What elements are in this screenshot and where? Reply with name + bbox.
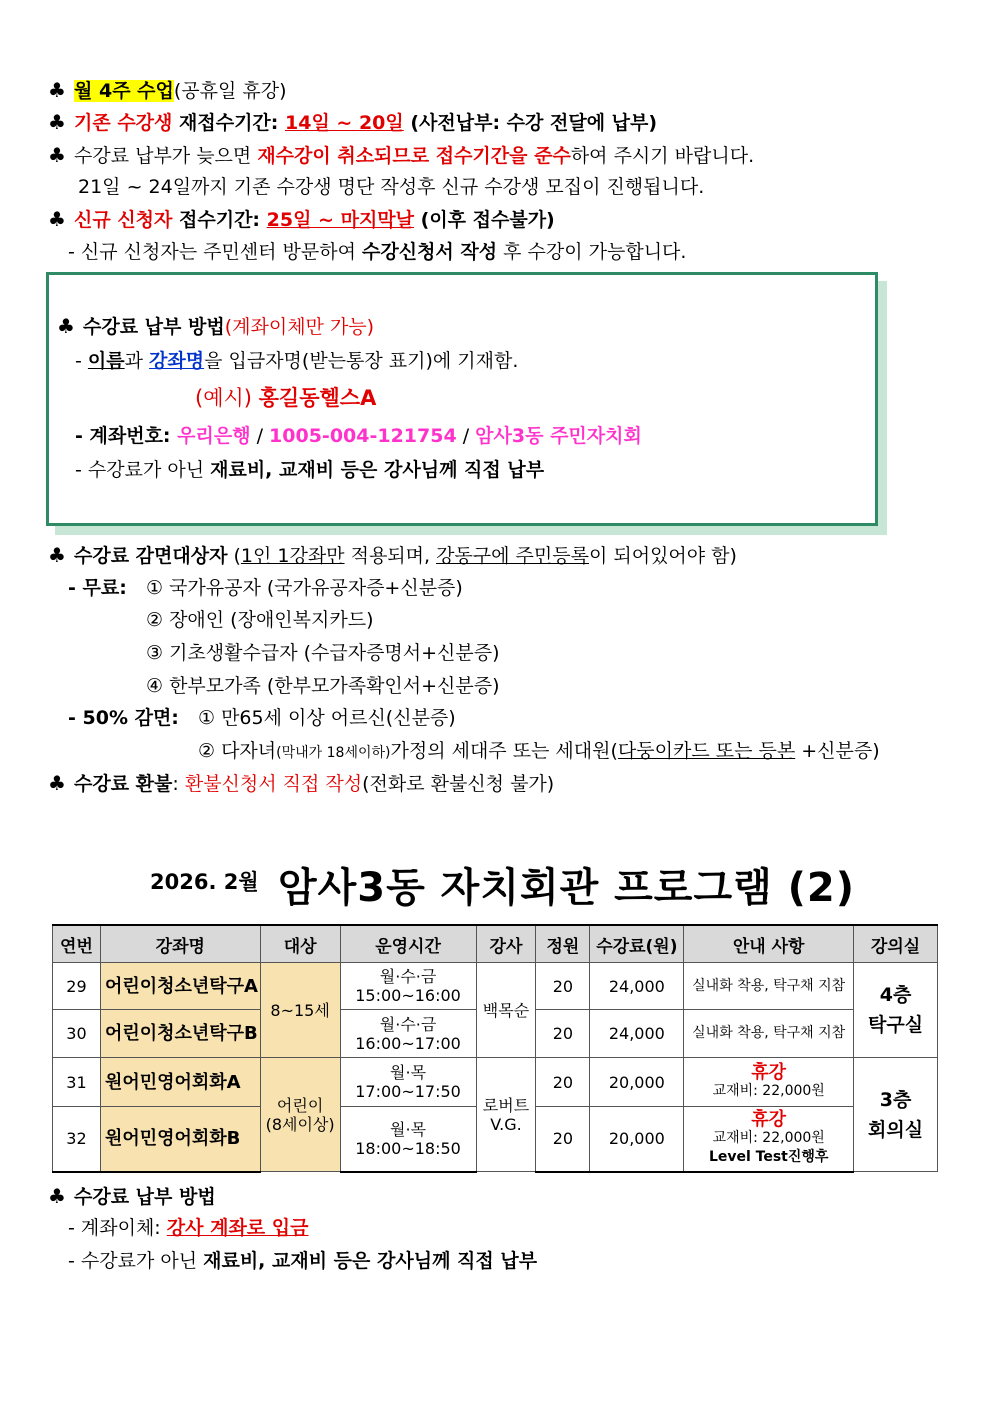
- schedule: [340, 1058, 476, 1107]
- col-capacity: 정원: [536, 925, 590, 963]
- course-name: 원어민영어회화B: [100, 1107, 260, 1172]
- discount-title: [48, 542, 737, 569]
- note: [684, 1058, 854, 1107]
- example-value: 홍길동헬스A: [258, 386, 377, 410]
- room: 3층 회의실: [854, 1058, 938, 1172]
- fee: 24,000: [590, 1010, 684, 1058]
- payment-method-title: 수강료 납부 방법: [83, 316, 225, 338]
- capacity: 20: [536, 1010, 590, 1058]
- box-example: [195, 385, 376, 411]
- days: 월·수·금: [379, 967, 437, 986]
- cancel-warning: 재수강이 취소되므로 접수기간을 준수: [257, 145, 571, 167]
- reregister-period: 14일 ~ 20일: [285, 112, 404, 134]
- row-no: 32: [53, 1107, 101, 1172]
- bottom-title: [48, 1183, 216, 1210]
- no-later-note: (이후 접수불가): [414, 209, 555, 231]
- free-item: ① 국가유공자 (국가유공자증+신분증): [146, 577, 463, 599]
- depositor-text: 을 입금자명(받는통장 표기)에 기재함.: [204, 350, 519, 372]
- capacity: 20: [536, 963, 590, 1010]
- room: 4층 탁구실: [854, 963, 938, 1058]
- note: 실내화 착용, 탁구채 지참: [684, 963, 854, 1010]
- transfer-label: - 계좌이체:: [68, 1217, 167, 1239]
- schedule: [340, 1107, 476, 1172]
- materials-pay-direct: 재료비, 교재비 등은 강사님께 직접 납부: [203, 1250, 538, 1272]
- free-label: - 무료:: [68, 577, 127, 599]
- visit-text-end: 후 수강이 가능합니다.: [497, 241, 687, 263]
- materials-text: - 수강료가 아닌: [68, 1250, 204, 1272]
- col-room: 강의실: [854, 925, 938, 963]
- box-account: [75, 423, 642, 449]
- program-table: [52, 924, 938, 1173]
- half-row-1: [68, 705, 456, 731]
- time: 17:00~17:50: [355, 1082, 461, 1101]
- payment-method-box: [46, 272, 878, 526]
- notice-line-3: [48, 142, 754, 169]
- note: 실내화 착용, 탁구채 지참: [684, 1010, 854, 1058]
- club-icon: ♣: [48, 143, 66, 167]
- schedule: [340, 963, 476, 1010]
- bank-name: 우리은행: [177, 425, 251, 447]
- residency-req: 강동구에 주민등록: [436, 545, 589, 567]
- teacher: 로버트 V.G.: [476, 1058, 536, 1172]
- time: 18:00~18:50: [355, 1138, 461, 1158]
- box-row-name: - 이름과 강좌명을 입금자명(받는통장 표기)에 기재함.: [75, 350, 519, 372]
- free-item: ② 장애인 (장애인복지카드): [146, 609, 374, 631]
- row-no: 31: [53, 1058, 101, 1107]
- free-row-1: [68, 575, 463, 601]
- level-test: Level Test진행후: [708, 1149, 829, 1166]
- days: 월·목: [390, 1063, 427, 1082]
- conj: 과: [124, 350, 150, 372]
- name-word: 이름: [87, 350, 125, 372]
- refund-label: 수강료 환불: [74, 773, 173, 795]
- half-item-2: [198, 738, 880, 766]
- club-icon: ♣: [48, 78, 66, 102]
- fee: 20,000: [590, 1107, 684, 1172]
- book-fee: 교재비: 22,000원: [712, 1083, 825, 1099]
- time: 15:00~16:00: [355, 986, 461, 1005]
- col-target: 대상: [260, 925, 340, 963]
- bottom-row-transfer: [68, 1215, 308, 1241]
- notice-line-1: [48, 77, 287, 104]
- free-item: ③ 기초생활수급자 (수급자증명서+신분증): [146, 642, 500, 664]
- capacity: 20: [536, 1107, 590, 1172]
- table-row: [53, 1058, 938, 1107]
- club-icon: ♣: [48, 110, 66, 134]
- separator: /: [250, 425, 270, 447]
- prepay-note: (사전납부: 수강 전달에 납부): [403, 112, 658, 134]
- table-row: [53, 963, 938, 1010]
- new-period: 25일 ~ 마지막날: [266, 209, 415, 231]
- time: 16:00~17:00: [355, 1033, 461, 1053]
- capacity: 20: [536, 1058, 590, 1107]
- course-name: 어린이청소년탁구B: [100, 1010, 260, 1058]
- note: [684, 1107, 854, 1172]
- bottom-payment-title: 수강료 납부 방법: [74, 1186, 216, 1208]
- table-header: [53, 925, 938, 963]
- col-note: 안내 사항: [684, 925, 854, 963]
- notice-line-4: 21일 ~ 24일까지 기존 수강생 명단 작성후 신규 수강생 모집이 진행됩니다.: [78, 176, 705, 198]
- youngest-age: (막내가 18세이하): [276, 745, 391, 761]
- club-icon: ♣: [48, 1184, 66, 1208]
- account-holder: 암사3동 주민자치회: [475, 425, 642, 447]
- materials-pay-direct: 재료비, 교재비 등은 강사님께 직접 납부: [210, 459, 545, 481]
- notice-line-2: [48, 109, 657, 136]
- col-no: 연번: [53, 925, 101, 963]
- holiday-note: (공휴일 휴강): [173, 80, 287, 102]
- account-label: - 계좌번호:: [75, 425, 178, 447]
- days: 월·목: [390, 1119, 427, 1139]
- example-label: (예시): [195, 386, 259, 410]
- existing-students: 기존 수강생: [74, 112, 173, 134]
- club-icon: ♣: [48, 771, 66, 795]
- half-item: ① 만65세 이상 어르신(신분증): [198, 707, 456, 729]
- new-period-label: 접수기간:: [172, 209, 267, 231]
- account-number: 1005-004-121754: [269, 425, 457, 447]
- separator: /: [456, 425, 476, 447]
- request-text: 하여 주시기 바랍니다.: [570, 145, 755, 167]
- notice-line-5: [48, 206, 555, 233]
- target-age: 8~15세: [260, 963, 340, 1058]
- notice-line-6: [68, 239, 686, 265]
- club-icon: ♣: [48, 543, 66, 567]
- row-no: 30: [53, 1010, 101, 1058]
- book-fee: 교재비: 22,000원: [712, 1130, 825, 1147]
- paren: (: [227, 545, 241, 567]
- fee: 24,000: [590, 963, 684, 1010]
- fee: 20,000: [590, 1058, 684, 1107]
- multi-child: ② 다자녀: [198, 740, 277, 762]
- col-course: 강좌명: [100, 925, 260, 963]
- club-icon: ♣: [48, 207, 66, 231]
- late-payment-text: 수강료 납부가 늦으면: [74, 145, 258, 167]
- one-course-only: 1인 1강좌만: [240, 545, 345, 567]
- box-title: [57, 313, 374, 340]
- schedule: [340, 1010, 476, 1058]
- discount-label: 수강료 감면대상자: [74, 545, 228, 567]
- refund-row: [48, 770, 554, 797]
- household-text: 가정의 세대주 또는 세대원(: [390, 740, 618, 762]
- club-icon: ♣: [57, 314, 75, 338]
- course-name: 원어민영어회화A: [100, 1058, 260, 1107]
- teacher-account: 강사 계좌로 입금: [166, 1217, 309, 1239]
- days: 월·수·금: [379, 1014, 437, 1034]
- must-be-text: 이 되어있어야 함): [588, 545, 737, 567]
- col-time: 운영시간: [340, 925, 476, 963]
- reregister-label: 재접수기간:: [172, 112, 285, 134]
- row-no: 29: [53, 963, 101, 1010]
- program-year-month: 2026. 2월: [150, 870, 259, 894]
- box-materials: [75, 457, 544, 483]
- course-name: 어린이청소년탁구A: [100, 963, 260, 1010]
- application-form: 수강신청서 작성: [362, 241, 498, 263]
- applies-text: 적용되며,: [344, 545, 437, 567]
- transfer-only-note: (계좌이체만 가능): [224, 316, 375, 338]
- col-teacher: 강사: [476, 925, 536, 963]
- colon: :: [172, 773, 185, 795]
- no-phone-note: (전화로 환불신청 불가): [362, 773, 555, 795]
- course-name-word: 강좌명: [149, 350, 205, 372]
- materials-text: - 수강료가 아닌: [75, 459, 211, 481]
- card-or-register: 다둥이카드 또는 등본: [617, 740, 796, 762]
- rest-badge: 휴강: [751, 1109, 787, 1131]
- free-item: ④ 한부모가족 (한부모가족확인서+신분증): [146, 675, 500, 697]
- col-fee: 수강료(원): [590, 925, 684, 963]
- visit-text: - 신규 신청자는 주민센터 방문하여: [68, 241, 363, 263]
- teacher: 백목순: [476, 963, 536, 1058]
- new-applicants: 신규 신청자: [74, 209, 173, 231]
- rest-badge: 휴강: [751, 1062, 787, 1083]
- refund-form: 환불신청서 직접 작성: [184, 773, 363, 795]
- bottom-row-materials: [68, 1248, 537, 1274]
- id-text: +신분증): [795, 740, 880, 762]
- half-label: - 50% 감면:: [68, 707, 179, 729]
- target-age: 어린이 (8세이상): [260, 1058, 340, 1172]
- page-title: 암사3동 자치회관 프로그램 (2): [278, 865, 856, 911]
- class-weeks: 월 4주 수업: [74, 80, 174, 102]
